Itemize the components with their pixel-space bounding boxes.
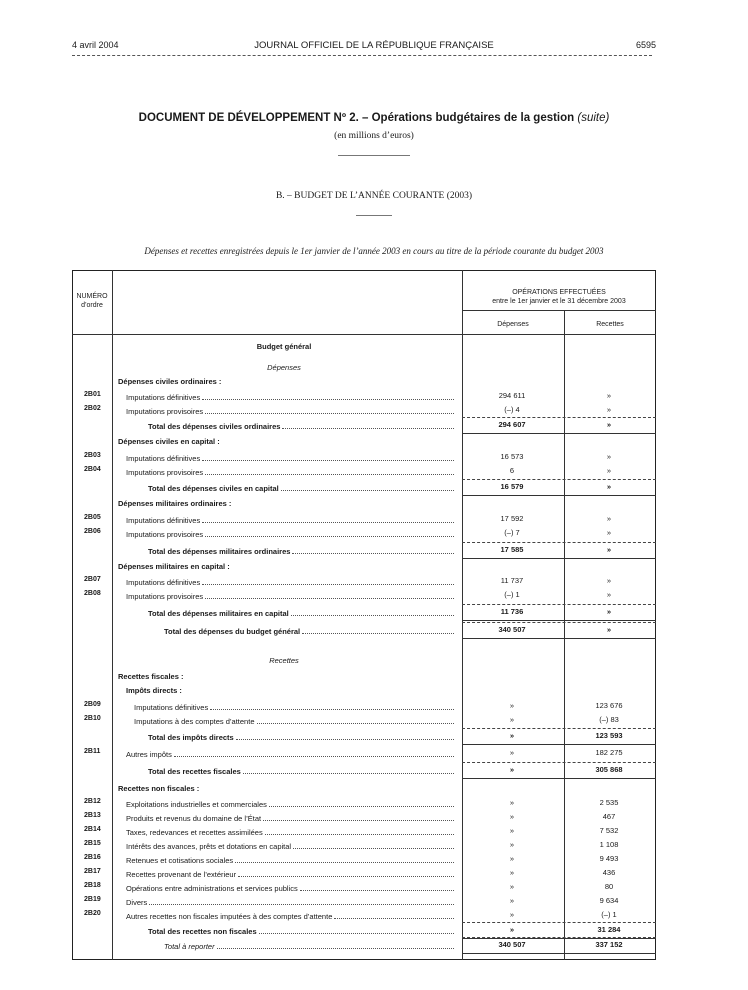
dot-leader xyxy=(334,910,454,919)
table-row xyxy=(72,672,656,685)
row-label xyxy=(126,826,454,837)
cell-depenses: 11 736 xyxy=(500,607,524,616)
total-underline xyxy=(462,620,656,621)
header-journal: JOURNAL OFFICIEL DE LA RÉPUBLIQUE FRANÇAISE xyxy=(254,40,494,51)
row-label-text: Imputations à des comptes d’attente xyxy=(134,717,255,726)
row-code: 2B03 xyxy=(84,452,101,459)
dot-leader xyxy=(174,748,454,757)
row-label xyxy=(126,896,454,907)
divider xyxy=(356,215,392,216)
dot-leader xyxy=(302,625,454,634)
row-label-text: Imputations définitives xyxy=(134,703,209,712)
row-code: 2B15 xyxy=(84,840,101,847)
total-underline xyxy=(462,638,656,639)
dot-leader xyxy=(243,765,454,774)
row-label xyxy=(126,868,454,879)
document-title-main: DOCUMENT DE DÉVELOPPEMENT Nº 2. – Opérations budgétaires de la gestion xyxy=(138,112,575,124)
row-label-text: Retenues et cotisations sociales xyxy=(126,856,234,865)
header-rule xyxy=(72,334,656,335)
row-label-text: Taxes, redevances et recettes assimilées xyxy=(126,828,263,837)
row-label: Dépenses militaires en capital : xyxy=(118,562,230,571)
row-code: 2B01 xyxy=(84,391,101,398)
cell-recettes: 31 284 xyxy=(597,925,621,934)
heading-budget-general: Budget général xyxy=(256,342,312,351)
table-row xyxy=(72,482,656,495)
row-label-text: Autres recettes non fiscales imputées à des comptes d’attente xyxy=(126,912,333,921)
table-row xyxy=(72,562,656,575)
row-label: Dépenses civiles en capital : xyxy=(118,437,220,446)
table-row xyxy=(72,528,656,541)
dot-leader xyxy=(202,576,454,585)
column-header-operations: OPÉRATIONS EFFECTUÉES entre le 1er janvier et le 31 décembre 2003 xyxy=(492,289,626,305)
row-label xyxy=(126,882,454,893)
row-label-text: Recettes provenant de l’extérieur xyxy=(126,870,237,879)
row-label xyxy=(126,528,454,539)
total-underline xyxy=(462,433,656,434)
cell-recettes: 305 868 xyxy=(595,765,623,774)
table-row xyxy=(72,868,656,881)
total-rule xyxy=(462,922,656,923)
table-row xyxy=(72,940,656,953)
cell-recettes: 123 593 xyxy=(595,731,623,740)
row-label-text: Produits et revenus du domaine de l’État xyxy=(126,814,262,823)
row-label-text: Intérêts des avances, prêts et dotations en capital xyxy=(126,842,292,851)
total-rule xyxy=(462,479,656,480)
row-label-text: Autres impôts xyxy=(126,750,172,759)
table-row xyxy=(72,784,656,797)
row-label xyxy=(126,590,454,601)
column-header-depenses: Dépenses xyxy=(497,321,529,328)
cell-depenses: 16 573 xyxy=(500,452,524,461)
dot-leader xyxy=(202,452,454,461)
dot-leader xyxy=(205,528,454,537)
cell-depenses: » xyxy=(509,701,515,710)
row-label xyxy=(126,798,454,809)
cell-depenses: » xyxy=(509,812,515,821)
row-code: 2B16 xyxy=(84,854,101,861)
cell-recettes: 9 493 xyxy=(599,854,619,863)
total-rule xyxy=(462,604,656,605)
cell-depenses: 17 592 xyxy=(500,514,524,523)
row-label-text: Imputations définitives xyxy=(126,516,201,525)
dot-leader xyxy=(217,940,454,949)
row-label-text: Total à reporter xyxy=(164,942,215,951)
table-row xyxy=(72,420,656,433)
table-row xyxy=(72,826,656,839)
row-label-text: Imputations définitives xyxy=(126,578,201,587)
cell-depenses: » xyxy=(509,854,515,863)
cell-depenses: 17 585 xyxy=(500,545,524,554)
row-label xyxy=(164,940,454,951)
cell-depenses: » xyxy=(509,765,515,774)
row-label xyxy=(148,482,454,493)
row-label-text: Total des dépenses militaires ordinaires xyxy=(148,547,291,556)
table-row xyxy=(72,896,656,909)
row-label-text: Exploitations industrielles et commerciales xyxy=(126,800,267,809)
table-row xyxy=(72,748,656,761)
dot-leader xyxy=(238,868,454,877)
row-code: 2B13 xyxy=(84,812,101,819)
cell-depenses: » xyxy=(509,910,515,919)
row-label xyxy=(126,466,454,477)
cell-recettes: » xyxy=(606,391,612,400)
dot-leader xyxy=(149,896,454,905)
row-label-text: Divers xyxy=(126,898,148,907)
table-row xyxy=(72,812,656,825)
cell-depenses: (–) 1 xyxy=(504,590,520,599)
cell-recettes: 337 152 xyxy=(595,940,623,949)
row-label xyxy=(148,765,454,776)
cell-recettes: » xyxy=(606,452,612,461)
cell-depenses: » xyxy=(509,748,515,757)
table-row xyxy=(72,452,656,465)
dot-leader xyxy=(257,715,455,724)
table-row xyxy=(72,545,656,558)
cell-depenses: 11 737 xyxy=(500,576,524,585)
row-label xyxy=(134,715,454,726)
cell-recettes: » xyxy=(606,528,612,537)
total-rule xyxy=(462,622,656,623)
row-code: 2B18 xyxy=(84,882,101,889)
header-date: 4 avril 2004 xyxy=(72,40,119,50)
row-label-text: Total des dépenses du budget général xyxy=(164,627,301,636)
dot-leader xyxy=(293,840,454,849)
row-label xyxy=(148,420,454,431)
cell-depenses: » xyxy=(509,731,515,740)
table-row xyxy=(72,701,656,714)
row-label xyxy=(164,625,454,636)
row-label xyxy=(126,854,454,865)
row-code: 2B17 xyxy=(84,868,101,875)
cell-depenses: 294 611 xyxy=(498,391,526,400)
row-label-text: Total des recettes non fiscales xyxy=(148,927,257,936)
row-label-text: Total des dépenses militaires en capital xyxy=(148,609,289,618)
cell-recettes: » xyxy=(606,625,612,634)
cell-depenses: » xyxy=(509,882,515,891)
column-header-recettes: Recettes xyxy=(596,321,624,328)
cell-recettes: » xyxy=(606,545,612,554)
dot-leader xyxy=(281,482,454,491)
dot-leader xyxy=(292,545,454,554)
total-rule xyxy=(462,762,656,763)
row-label: Recettes non fiscales : xyxy=(118,784,200,793)
table-row xyxy=(72,715,656,728)
row-label-text: Opérations entre administrations et services publics xyxy=(126,884,298,893)
row-label: Recettes fiscales : xyxy=(118,672,184,681)
dot-leader xyxy=(263,812,454,821)
row-label xyxy=(126,812,454,823)
dot-leader xyxy=(235,854,454,863)
cell-depenses: » xyxy=(509,715,515,724)
row-label xyxy=(148,545,454,556)
cell-depenses: 294 607 xyxy=(498,420,526,429)
cell-depenses: » xyxy=(509,925,515,934)
dot-leader xyxy=(202,514,454,523)
row-code: 2B10 xyxy=(84,715,101,722)
row-label-text: Imputations provisoires xyxy=(126,407,204,416)
column-header-numero: NUMÉRO d’ordre xyxy=(76,293,108,309)
cell-depenses: » xyxy=(509,826,515,835)
row-code: 2B11 xyxy=(84,748,101,755)
table-row xyxy=(72,514,656,527)
row-code: 2B08 xyxy=(84,590,101,597)
cell-depenses: 340 507 xyxy=(498,625,526,634)
row-label-text: Imputations provisoires xyxy=(126,592,204,601)
table-row xyxy=(72,377,656,390)
dot-leader xyxy=(282,420,454,429)
cell-depenses: (–) 7 xyxy=(504,528,520,537)
row-label xyxy=(126,391,454,402)
cell-recettes: 9 634 xyxy=(599,896,619,905)
cell-recettes: » xyxy=(606,607,612,616)
cell-recettes: 436 xyxy=(602,868,616,877)
cell-recettes: 467 xyxy=(602,812,616,821)
row-label: Impôts directs : xyxy=(126,686,182,695)
cell-recettes: » xyxy=(606,514,612,523)
row-label xyxy=(126,405,454,416)
cell-depenses: » xyxy=(509,840,515,849)
dot-leader xyxy=(269,798,454,807)
cell-recettes: 2 535 xyxy=(599,798,619,807)
total-underline xyxy=(462,778,656,779)
total-underline xyxy=(462,938,656,939)
row-code: 2B12 xyxy=(84,798,101,805)
cell-recettes: » xyxy=(606,576,612,585)
row-label xyxy=(126,748,454,759)
cell-depenses: 6 xyxy=(509,466,515,475)
cell-recettes: (–) 1 xyxy=(601,910,617,919)
divider xyxy=(338,155,410,156)
total-underline xyxy=(462,495,656,496)
section-title: B. – BUDGET DE L’ANNÉE COURANTE (2003) xyxy=(275,191,473,201)
cell-recettes: 123 676 xyxy=(595,701,623,710)
dot-leader xyxy=(291,607,454,616)
document-title-suite: (suite) xyxy=(577,112,610,124)
cell-recettes: » xyxy=(606,590,612,599)
row-label xyxy=(126,452,454,463)
dot-leader xyxy=(236,731,454,740)
dot-leader xyxy=(265,826,454,835)
cell-recettes: 80 xyxy=(604,882,614,891)
row-code: 2B09 xyxy=(84,701,101,708)
intro-text: Dépenses et recettes enregistrées depuis le 1er janvier de l’année 2003 en cours au titre de la période courante du budget 2003 xyxy=(144,246,604,256)
dot-leader xyxy=(202,391,454,400)
row-code: 2B04 xyxy=(84,466,101,473)
heading-recettes: Recettes xyxy=(269,656,299,665)
cell-depenses: (–) 4 xyxy=(504,405,520,414)
table-row xyxy=(72,590,656,603)
cell-depenses: 16 579 xyxy=(500,482,524,491)
cell-recettes: 182 275 xyxy=(595,748,623,757)
row-label-text: Imputations définitives xyxy=(126,454,201,463)
table-row xyxy=(72,499,656,512)
total-underline xyxy=(462,744,656,745)
total-underline xyxy=(462,953,656,954)
row-label xyxy=(148,925,454,936)
row-code: 2B07 xyxy=(84,576,101,583)
row-label xyxy=(126,514,454,525)
row-code: 2B06 xyxy=(84,528,101,535)
total-rule xyxy=(462,728,656,729)
cell-depenses: » xyxy=(509,798,515,807)
cell-recettes: 1 108 xyxy=(599,840,619,849)
row-label: Dépenses civiles ordinaires : xyxy=(118,377,222,386)
total-rule xyxy=(462,937,656,938)
row-code: 2B19 xyxy=(84,896,101,903)
cell-recettes: » xyxy=(606,405,612,414)
row-label: Dépenses militaires ordinaires : xyxy=(118,499,232,508)
row-label xyxy=(126,576,454,587)
header-rule xyxy=(72,55,652,56)
table-row xyxy=(72,731,656,744)
table-row xyxy=(72,686,656,699)
dot-leader xyxy=(210,701,454,710)
row-label-text: Total des dépenses civiles ordinaires xyxy=(148,422,281,431)
table-row xyxy=(72,466,656,479)
dot-leader xyxy=(259,925,454,934)
row-code: 2B20 xyxy=(84,910,101,917)
table-row xyxy=(72,437,656,450)
total-underline xyxy=(462,558,656,559)
total-rule xyxy=(462,542,656,543)
cell-depenses: 340 507 xyxy=(498,940,526,949)
table-row xyxy=(72,391,656,404)
dot-leader xyxy=(205,466,454,475)
table-row xyxy=(72,607,656,620)
table-row xyxy=(72,798,656,811)
table-row xyxy=(72,854,656,867)
row-label xyxy=(148,607,454,618)
document-title xyxy=(0,112,748,124)
total-rule xyxy=(462,417,656,418)
row-label-text: Imputations provisoires xyxy=(126,530,204,539)
header-rule xyxy=(462,310,656,311)
row-code: 2B14 xyxy=(84,826,101,833)
row-label-text: Total des dépenses civiles en capital xyxy=(148,484,279,493)
row-label-text: Total des impôts directs xyxy=(148,733,234,742)
dot-leader xyxy=(205,590,454,599)
cell-recettes: » xyxy=(606,466,612,475)
row-label xyxy=(126,840,454,851)
cell-recettes: » xyxy=(606,420,612,429)
heading-depenses: Dépenses xyxy=(267,363,301,372)
row-label-text: Total des recettes fiscales xyxy=(148,767,241,776)
row-label-text: Imputations provisoires xyxy=(126,468,204,477)
cell-recettes: (–) 83 xyxy=(599,715,619,724)
row-label xyxy=(126,910,454,921)
dot-leader xyxy=(300,882,454,891)
row-code: 2B02 xyxy=(84,405,101,412)
cell-depenses: » xyxy=(509,868,515,877)
cell-recettes: 7 532 xyxy=(599,826,619,835)
cell-depenses: » xyxy=(509,896,515,905)
row-label-text: Imputations définitives xyxy=(126,393,201,402)
row-label xyxy=(148,731,454,742)
table-row xyxy=(72,625,656,638)
header-page-number: 6595 xyxy=(635,40,656,50)
table-row xyxy=(72,765,656,778)
table-row xyxy=(72,882,656,895)
row-label xyxy=(134,701,454,712)
unit-note: (en millions d’euros) xyxy=(334,131,414,141)
dot-leader xyxy=(205,405,454,414)
table-row xyxy=(72,576,656,589)
table-row xyxy=(72,840,656,853)
row-code: 2B05 xyxy=(84,514,101,521)
cell-recettes: » xyxy=(606,482,612,491)
